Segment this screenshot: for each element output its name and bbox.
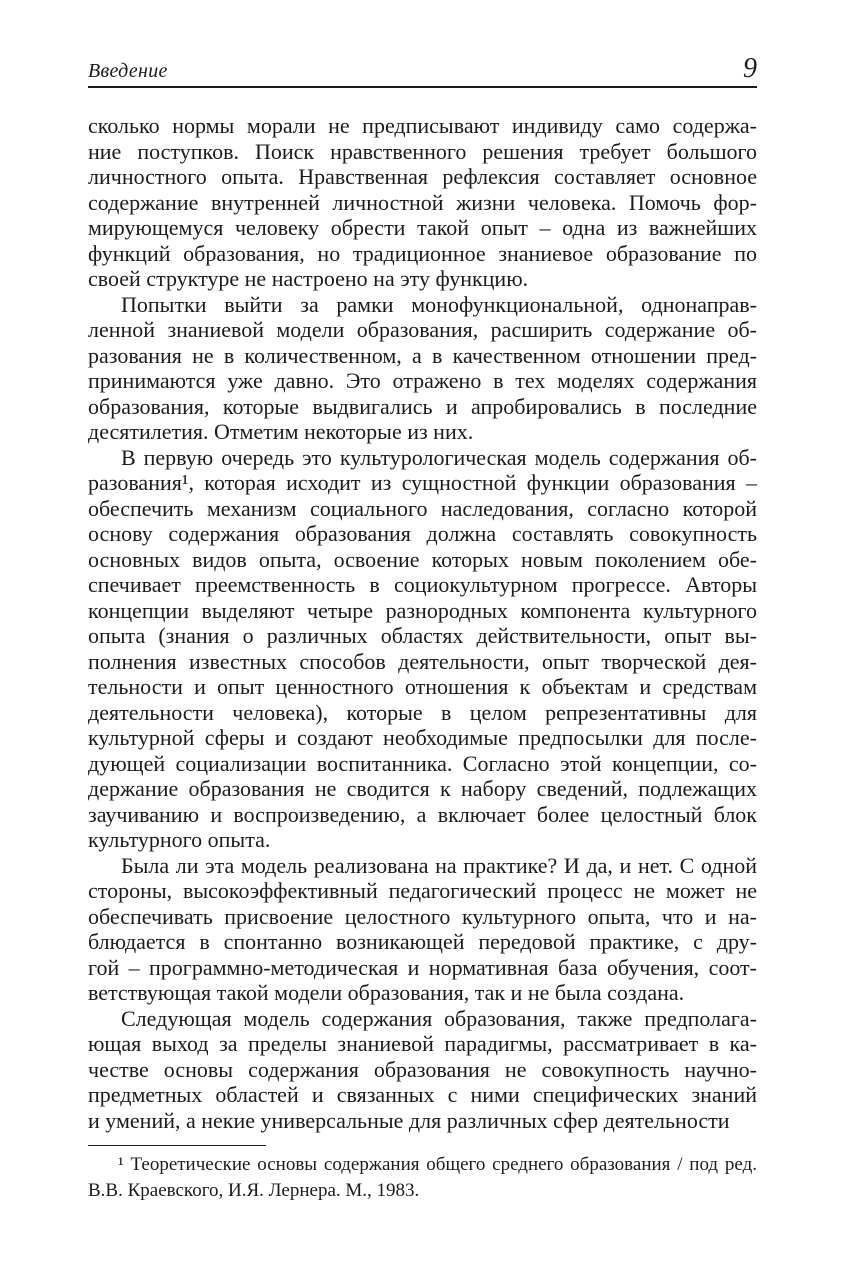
- text-line: культурного опыта.: [88, 827, 271, 852]
- text-line: обеспечивать присвоение целостного культурного опыта, что и на-: [88, 903, 757, 929]
- text-line: обеспечить механизм социального наследования, согласно которой: [88, 495, 757, 521]
- footnote-line: В.В. Краевского, И.Я. Лернера. М., 1983.: [88, 1180, 420, 1201]
- paragraph: [88, 853, 757, 1006]
- text-line: своей структуре не настроено на эту функцию.: [88, 266, 529, 291]
- text-line: и умений, а некие универсальные для различных сфер деятельности: [88, 1107, 730, 1133]
- text-line: основных видов опыта, освоение которых новым поколением обе-: [88, 546, 757, 572]
- text-line: стороны, высокоэффективный педагогический процесс не может не: [88, 878, 757, 903]
- text-line: концепции выделяют четыре разнородных компонента культурного: [88, 597, 757, 623]
- text-line: спечивает преемственность в социокультурном прогрессе. Авторы: [88, 572, 757, 597]
- text-line: Следующая модель содержания образования, также предполага-: [121, 1005, 757, 1031]
- text-line: личностного опыта. Нравственная рефлексия составляет основное: [88, 164, 757, 189]
- text-line: Попытки выйти за рамки монофункциональной, однонаправ-: [121, 291, 757, 317]
- text-line: честве основы содержания образования не совокупность научно-: [88, 1056, 757, 1082]
- text-line: содержание внутренней личностной жизни человека. Помочь фор-: [88, 189, 757, 215]
- text-line: образования, которые выдвигались и апробировались в последние: [88, 393, 757, 419]
- text-line: Была ли эта модель реализована на практике? И да, и нет. С одной: [121, 852, 757, 878]
- text-line: блюдается в спонтанно возникающей передовой практике, с дру-: [88, 929, 757, 954]
- paragraph: [88, 113, 757, 292]
- text-line: основу содержания образования должна составлять совокупность: [88, 521, 757, 546]
- paragraph: [88, 292, 757, 445]
- text-line: мирующемуся человеку обрести такой опыт – одна из важнейших: [88, 215, 757, 240]
- text-line: деятельности человека), которые в целом репрезентативны для: [88, 699, 757, 725]
- text-line: десятилетия. Отметим некоторые из них.: [88, 419, 474, 444]
- text-line: дующей социализации воспитанника. Согласно этой концепции, со-: [88, 750, 757, 776]
- text-line: ленной знаниевой модели образования, расширить содержание об-: [88, 317, 757, 342]
- text-line: сколько нормы морали не предписывают индивиду само содержа-: [88, 113, 757, 138]
- text-line: гой – программно-методическая и нормативная база обучения, соот-: [88, 954, 757, 980]
- text-line: разования¹, которая исходит из сущностной функции образования –: [88, 470, 757, 495]
- text-line: опыта (знания о различных областях действительности, опыт вы-: [88, 623, 757, 648]
- text-line: предметных областей и связанных с ними специфических знаний: [88, 1082, 757, 1107]
- text-line: заучиванию и воспроизведению, а включает более целостный блок: [88, 801, 757, 827]
- page-content: [88, 0, 757, 1204]
- page-number: 9: [743, 53, 757, 84]
- running-title: Введение: [88, 60, 168, 82]
- footnote: [88, 1145, 757, 1204]
- text-line: ветствующая такой модели образования, так и не была создана.: [88, 980, 685, 1005]
- text-line: разования не в количественном, а в качественном отношении пред-: [88, 342, 757, 368]
- text-line: функций образования, но традиционное знаниевое образование по: [88, 240, 757, 266]
- text-line: культурной сферы и создают необходимые предпосылки для после-: [88, 725, 757, 750]
- text-line: принимаются уже давно. Это отражено в тех моделях содержания: [88, 368, 757, 393]
- paragraph: [88, 445, 757, 853]
- text-line: держание образования не сводится к набору сведений, подлежащих: [88, 776, 757, 801]
- footnote-line: ¹ Теоретические основы содержания общего среднего образования / под ред.: [118, 1154, 757, 1175]
- text-line: В первую очередь это культурологическая модель содержания об-: [121, 444, 757, 470]
- body-text: [88, 113, 757, 1133]
- text-line: тельности и опыт ценностного отношения к объектам и средствам: [88, 674, 757, 699]
- page-header: [88, 0, 757, 83]
- paragraph: [88, 1006, 757, 1134]
- text-line: ние поступков. Поиск нравственного решения требует большого: [88, 138, 757, 164]
- footnote-rule: [88, 1145, 266, 1146]
- text-line: ющая выход за пределы знаниевой парадигмы, рассматривает в ка-: [88, 1031, 757, 1056]
- text-line: полнения известных способов деятельности, опыт творческой дея-: [88, 648, 757, 674]
- header-rule: [88, 86, 757, 88]
